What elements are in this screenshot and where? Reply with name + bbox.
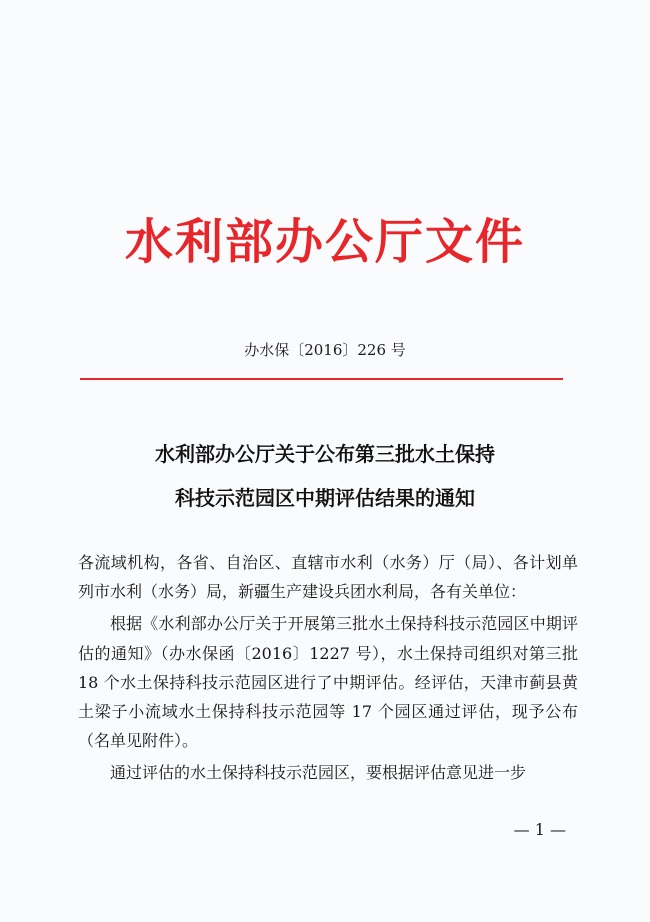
red-divider-line xyxy=(80,378,563,380)
notice-title-line-2: 科技示范园区中期评估结果的通知 xyxy=(175,486,475,510)
notice-title xyxy=(0,438,650,526)
issuing-authority-header: 水利部办公厅文件 xyxy=(124,214,525,270)
document-number: 办水保〔2016〕226 号 xyxy=(244,341,406,359)
body-paragraph-2: 通过评估的水土保持科技示范园区，要根据评估意见进一步 xyxy=(110,763,527,783)
recipients-paragraph: 各流域机构，各省、自治区、直辖市水利（水务）厅（局）、各计划单列市水利（水务）局，新疆生产建设兵团水利局，各有关单位： xyxy=(78,553,578,602)
body-paragraph-1: 根据《水利部办公厅关于开展第三批水土保持科技示范园区中期评估的通知》（办水保函〔2016〕1227 号），水土保持司组织对第三批 18 个水土保持科技示范园区进行了中期评估。经评估，天津市蓟县黄土梁子小流域水土保持科技示范园等 17 个园区通过评估，现予公布（名单见附件）。 xyxy=(78,614,578,751)
notice-body xyxy=(78,548,578,791)
notice-title-line-1: 水利部办公厅关于公布第三批水土保持 xyxy=(155,442,495,466)
page-number: — 1 — xyxy=(513,820,566,839)
